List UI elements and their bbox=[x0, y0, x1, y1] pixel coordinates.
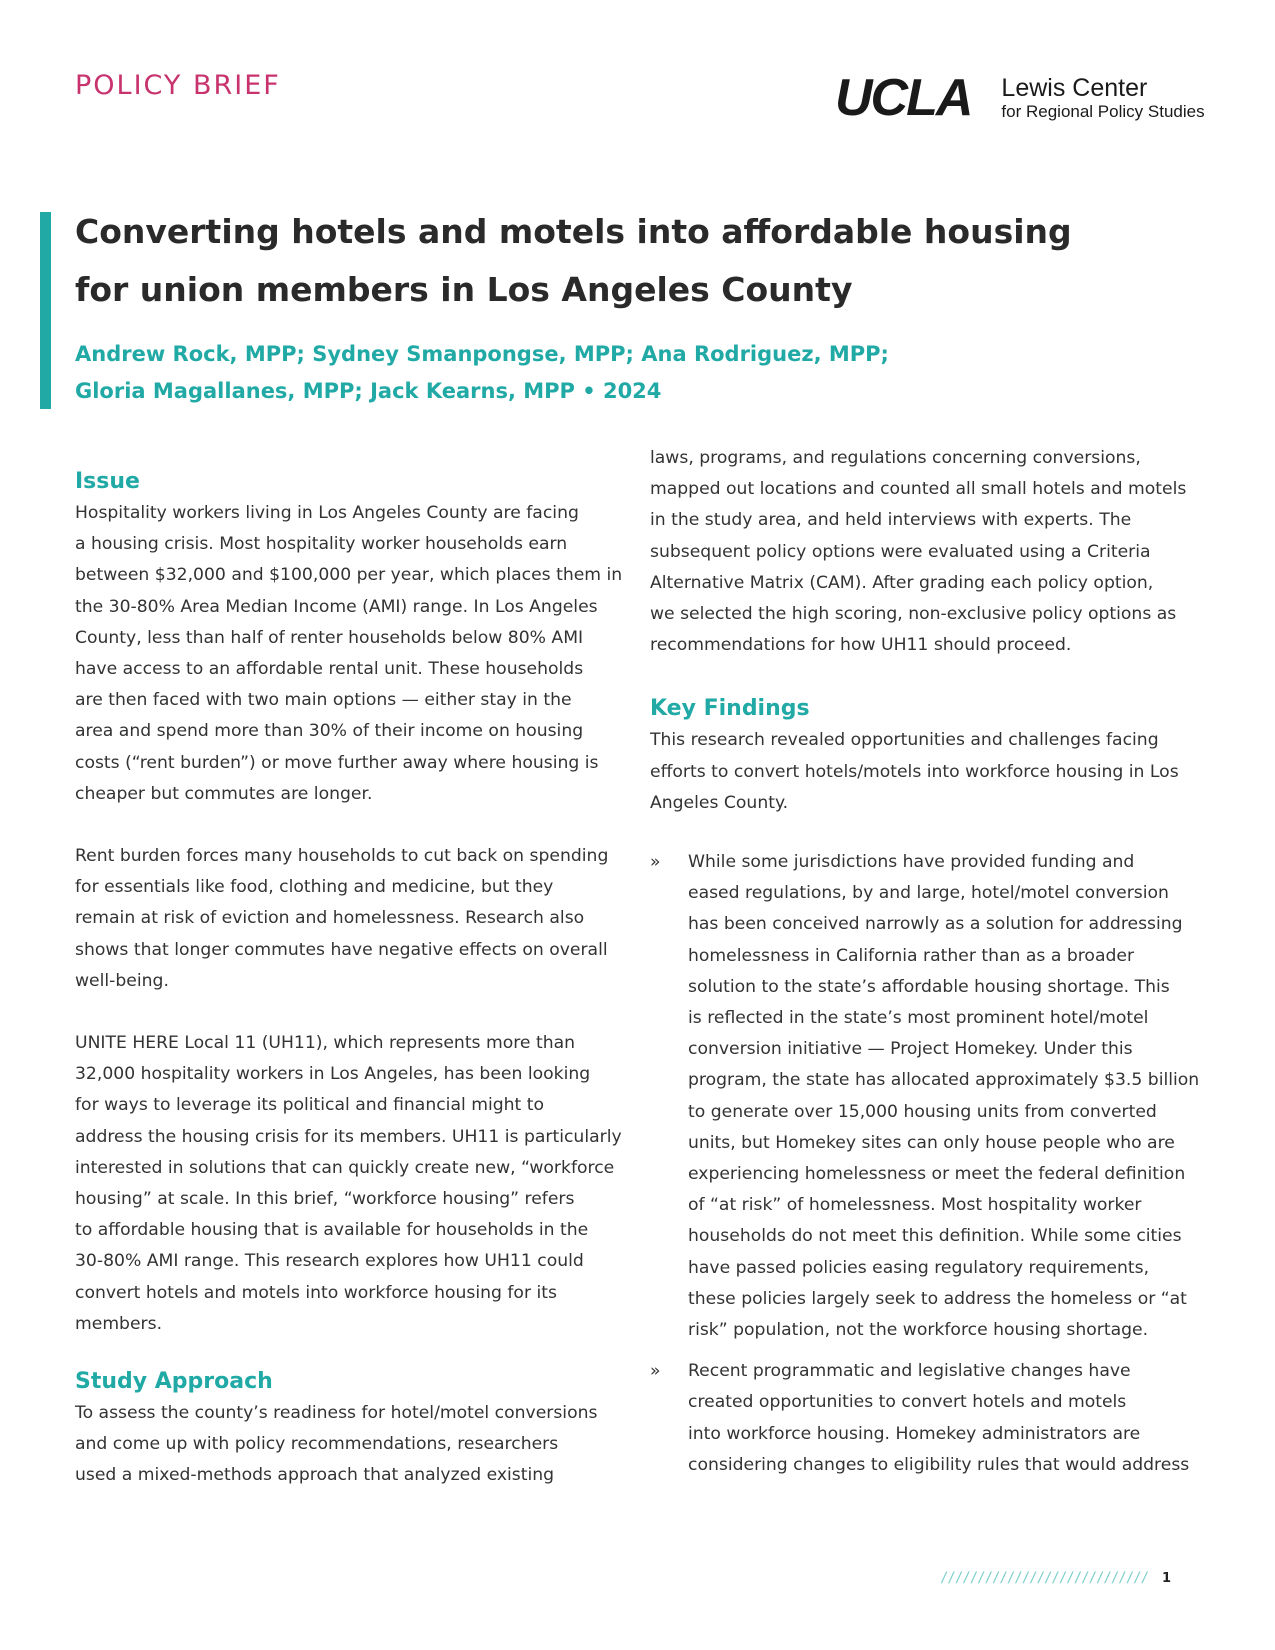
document-title: Converting hotels and motels into affordable housing for union members in Los Angeles County bbox=[75, 212, 1072, 309]
left-column bbox=[75, 466, 635, 1492]
key-findings-heading: Key Findings bbox=[650, 696, 810, 722]
study-approach-heading: Study Approach bbox=[75, 1369, 273, 1395]
policy-brief-label: POLICY BRIEF bbox=[75, 70, 281, 101]
page-footer bbox=[940, 1570, 1190, 1586]
key-findings-intro: This research revealed opportunities and challenges facing efforts to convert hotels/motels into workforce housing in Los Angeles County. bbox=[650, 730, 1179, 813]
bullet-marker: » bbox=[650, 852, 661, 873]
ucla-lewis-center-logo bbox=[835, 69, 1205, 127]
right-column bbox=[650, 443, 1210, 1481]
study-approach-paragraph: To assess the county’s readiness for hotel/motel conversions and come up with policy recommendations, researchers used a mixed-methods approach that analyzed existing bbox=[75, 1403, 598, 1486]
bullet-marker: » bbox=[650, 1361, 661, 1382]
logo-text bbox=[1001, 74, 1204, 122]
finding-bullet-text: While some jurisdictions have provided funding and eased regulations, by and large, hotel/motel conversion has been conceived narrowly as a solution for addressing homelessness in California rather than as a broader solution to the state’s affordable housing shortage. This is reflected in the state’s most prominent hotel/motel conversion initiative — Project Homekey. Under this program, the state has allocated approximately $3.5 billion to generate over 15,000 housing units from converted units, but Homekey sites can only house people who are experiencing homelessness or meet the federal definition of “at risk” of homelessness. Most hospitality worker households do not meet this definition. While some cities have passed policies easing regulatory requirements, these policies largely seek to address the homeless or “at risk” population, not the workforce housing shortage. bbox=[688, 852, 1200, 1341]
issue-paragraph-3: UNITE HERE Local 11 (UH11), which represents more than 32,000 hospitality workers in Los Angeles, has been looking for ways to leverage its political and financial might to address the housing crisis for its members. UH11 is particularly interested in solutions that can quickly create new, “workforce housing” at scale. In this brief, “workforce housing” refers to affordable housing that is available for households in the 30-80% AMI range. This research explores how UH11 could convert hotels and motels into workforce housing for its members. bbox=[75, 1033, 622, 1334]
issue-heading: Issue bbox=[75, 469, 140, 494]
logo-center-name: Lewis Center bbox=[1001, 74, 1148, 102]
finding-bullet bbox=[650, 1356, 1210, 1481]
finding-bullet bbox=[650, 847, 1210, 1346]
issue-paragraph-2: Rent burden forces many households to cut back on spending for essentials like food, clothing and medicine, but they remain at risk of eviction and homelessness. Research also shows that longer commutes have negative effects on overall well-being. bbox=[75, 846, 609, 991]
ucla-wordmark: UCLA bbox=[835, 69, 972, 127]
footer-decoration: //////////////////////////// bbox=[940, 1570, 1149, 1586]
study-approach-continued: laws, programs, and regulations concerning conversions, mapped out locations and counted all small hotels and motels in the study area, and held interviews with experts. The subsequent policy options were evaluated using a Criteria Alternative Matrix (CAM). After grading each policy option, we selected the high scoring, non-exclusive policy options as recommendations for how UH11 should proceed. bbox=[650, 448, 1187, 656]
finding-bullet-text: Recent programmatic and legislative changes have created opportunities to convert hotels and motels into workforce housing. Homekey administrators are considering changes to eligibility rules that would address bbox=[688, 1361, 1190, 1475]
authors-line: Andrew Rock, MPP; Sydney Smanpongse, MPP; Ana Rodriguez, MPP; Gloria Magallanes, MPP; Jack Kearns, MPP • 2024 bbox=[75, 342, 889, 403]
issue-paragraph-1: Hospitality workers living in Los Angeles County are facing a housing crisis. Most hospitality worker households earn between $32,000 and $100,000 per year, which places them in the 30-80% Area Median Income (AMI) range. In Los Angeles County, less than half of renter households below 80% AMI have access to an affordable rental unit. These households are then faced with two main options — either stay in the area and spend more than 30% of their income on housing costs (“rent burden”) or move further away where housing is cheaper but commutes are longer. bbox=[75, 503, 623, 804]
page-number: 1 bbox=[1162, 1570, 1172, 1586]
logo-center-subtitle: for Regional Policy Studies bbox=[1001, 102, 1205, 121]
title-accent-bar bbox=[40, 212, 51, 409]
